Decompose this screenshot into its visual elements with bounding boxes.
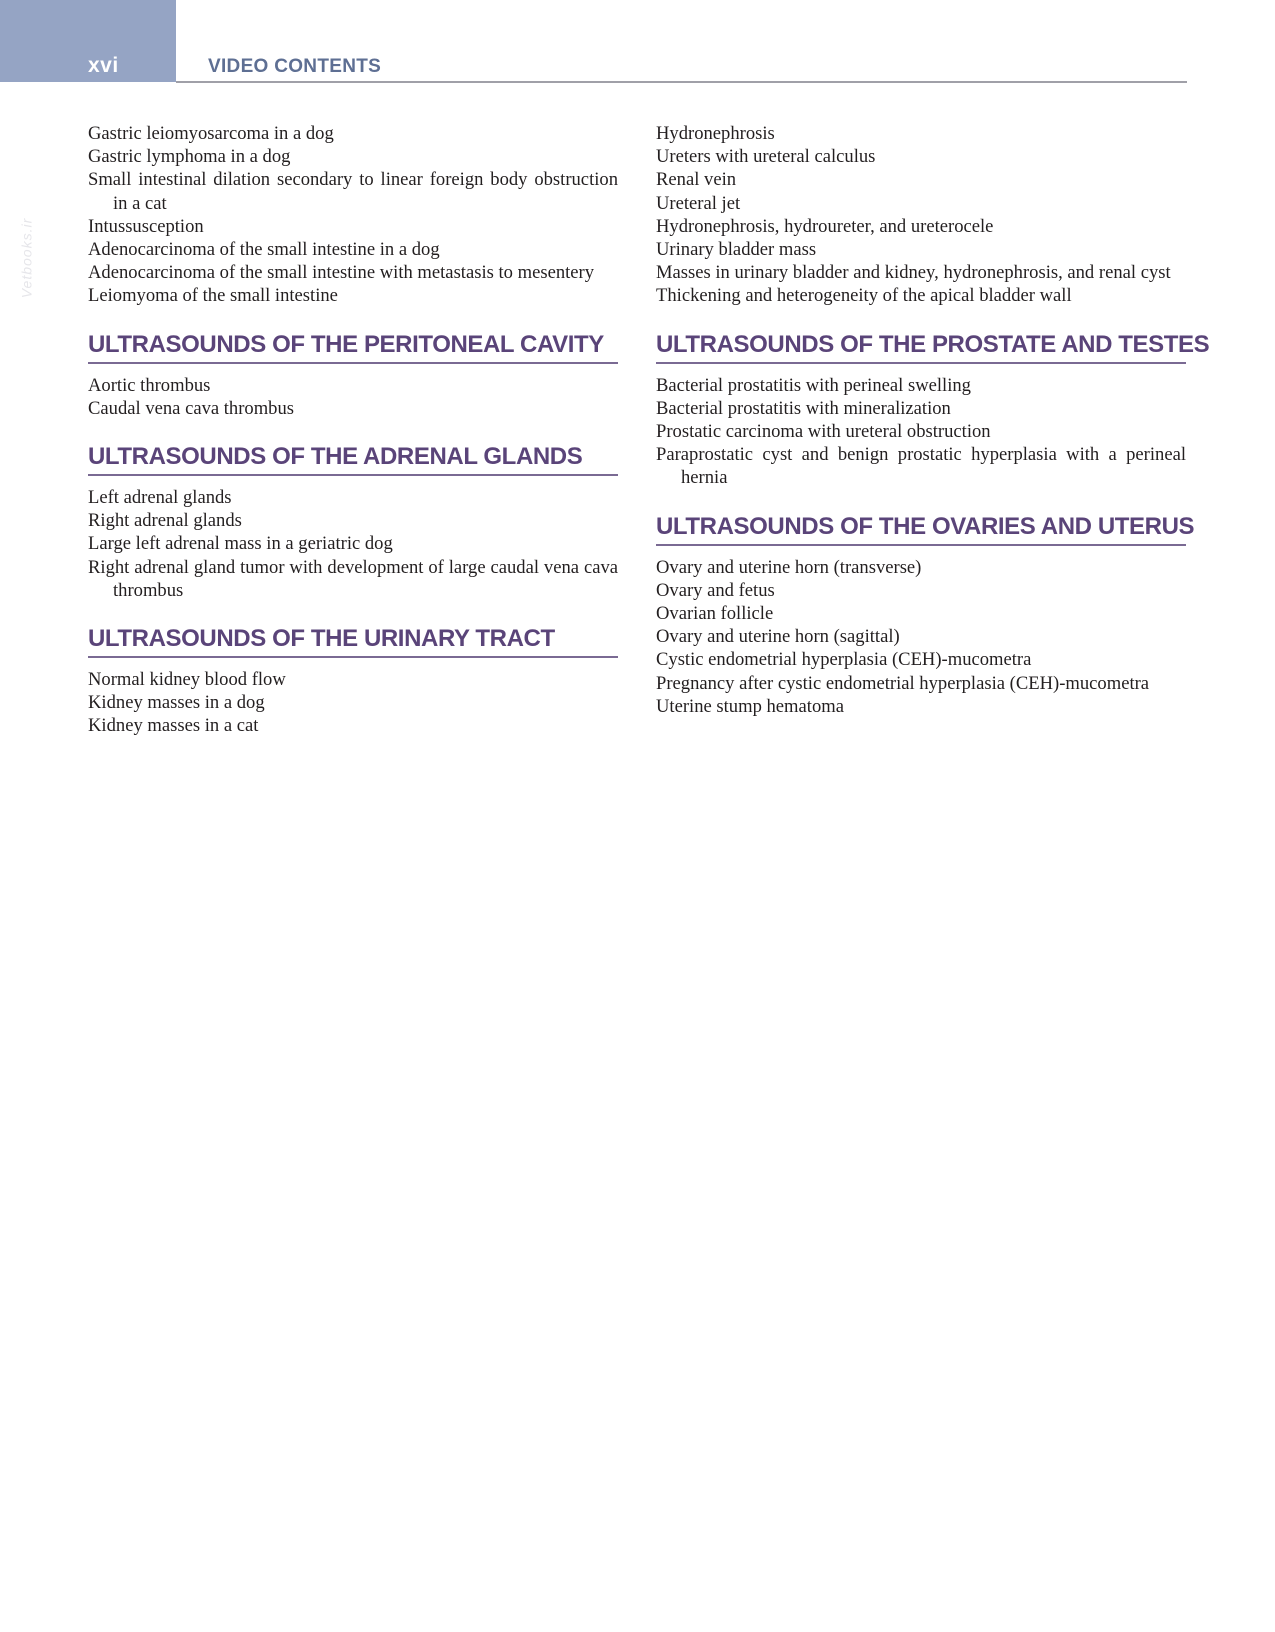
- list-item: Caudal vena cava thrombus: [88, 397, 295, 419]
- list-item: Adenocarcinoma of the small intestine with metastasis to mesentery: [88, 262, 595, 284]
- left-column: [88, 122, 618, 738]
- list-item: Thickening and heterogeneity of the apical bladder wall: [656, 285, 1072, 307]
- list-item: Adenocarcinoma of the small intestine in a dog: [88, 239, 440, 261]
- list-item: Kidney masses in a cat: [88, 715, 259, 737]
- list-item: Masses in urinary bladder and kidney, hydronephrosis, and renal cyst: [656, 262, 1171, 284]
- section-heading: ULTRASOUNDS OF THE PROSTATE AND TESTES: [656, 330, 1186, 364]
- list-item: Renal vein: [656, 169, 737, 191]
- list-item: Large left adrenal mass in a geriatric dog: [88, 533, 393, 555]
- running-head: VIDEO CONTENTS: [208, 56, 382, 77]
- section-heading: ULTRASOUNDS OF THE OVARIES AND UTERUS: [656, 512, 1186, 546]
- header-rule: [176, 81, 1187, 83]
- right-column: [656, 122, 1210, 718]
- list-item: Paraprostatic cyst and benign prostatic hyperplasia with a perineal hernia: [656, 444, 1186, 489]
- list-item: Ovary and fetus: [656, 579, 775, 601]
- list-item: Pregnancy after cystic endometrial hyperplasia (CEH)-mucometra: [656, 672, 1150, 694]
- list-item: Gastric leiomyosarcoma in a dog: [88, 123, 334, 144]
- list-item: Right adrenal gland tumor with development of large caudal vena cava thrombus: [88, 556, 618, 601]
- section-heading: ULTRASOUNDS OF THE URINARY TRACT: [88, 624, 618, 658]
- list-item: Prostatic carcinoma with ureteral obstruction: [656, 421, 991, 443]
- list-item: Ureteral jet: [656, 192, 741, 214]
- list-item: Urinary bladder mass: [656, 239, 817, 261]
- list-item: Ovary and uterine horn (sagittal): [656, 626, 900, 648]
- list-item: Small intestinal dilation secondary to linear foreign body obstruction in a cat: [88, 169, 618, 214]
- list-item: Ureters with ureteral calculus: [656, 146, 876, 168]
- list-item: Normal kidney blood flow: [88, 669, 286, 691]
- list-item: Aortic thrombus: [88, 374, 211, 396]
- section-heading: ULTRASOUNDS OF THE PERITONEAL CAVITY: [88, 330, 618, 364]
- list-item: Right adrenal glands: [88, 510, 242, 532]
- list-item: Gastric lymphoma in a dog: [88, 146, 291, 168]
- list-item: Ovarian follicle: [656, 603, 774, 625]
- list-item: Left adrenal glands: [88, 487, 232, 509]
- list-item: Hydronephrosis, hydroureter, and ureterocele: [656, 215, 994, 237]
- list-item: Bacterial prostatitis with mineralization: [656, 397, 951, 419]
- section-list: [88, 668, 618, 738]
- list-item: Bacterial prostatitis with perineal swelling: [656, 374, 971, 396]
- continued-list: [88, 122, 618, 308]
- section-list: [656, 374, 1186, 490]
- section-list: [656, 556, 1186, 718]
- section-heading: ULTRASOUNDS OF THE ADRENAL GLANDS: [88, 442, 618, 476]
- list-item: Intussusception: [88, 215, 204, 237]
- list-item: Ovary and uterine horn (transverse): [656, 556, 922, 578]
- section-list: [88, 374, 618, 420]
- section-peritoneal-cavity: [88, 330, 618, 420]
- watermark: Vetbooks.ir: [18, 217, 35, 299]
- list-item: Hydronephrosis: [656, 123, 775, 144]
- section-urinary-tract: [88, 624, 618, 738]
- continued-list: [656, 122, 1186, 308]
- list-item: Leiomyoma of the small intestine: [88, 285, 338, 307]
- section-ovaries-uterus: [656, 512, 1195, 718]
- section-adrenal-glands: [88, 442, 618, 602]
- list-item: Uterine stump hematoma: [656, 695, 844, 717]
- page-number: xvi: [88, 54, 119, 77]
- section-prostate-testes: [656, 330, 1210, 490]
- section-list: [88, 486, 618, 602]
- list-item: Kidney masses in a dog: [88, 692, 265, 714]
- list-item: Cystic endometrial hyperplasia (CEH)-mucometra: [656, 649, 1032, 671]
